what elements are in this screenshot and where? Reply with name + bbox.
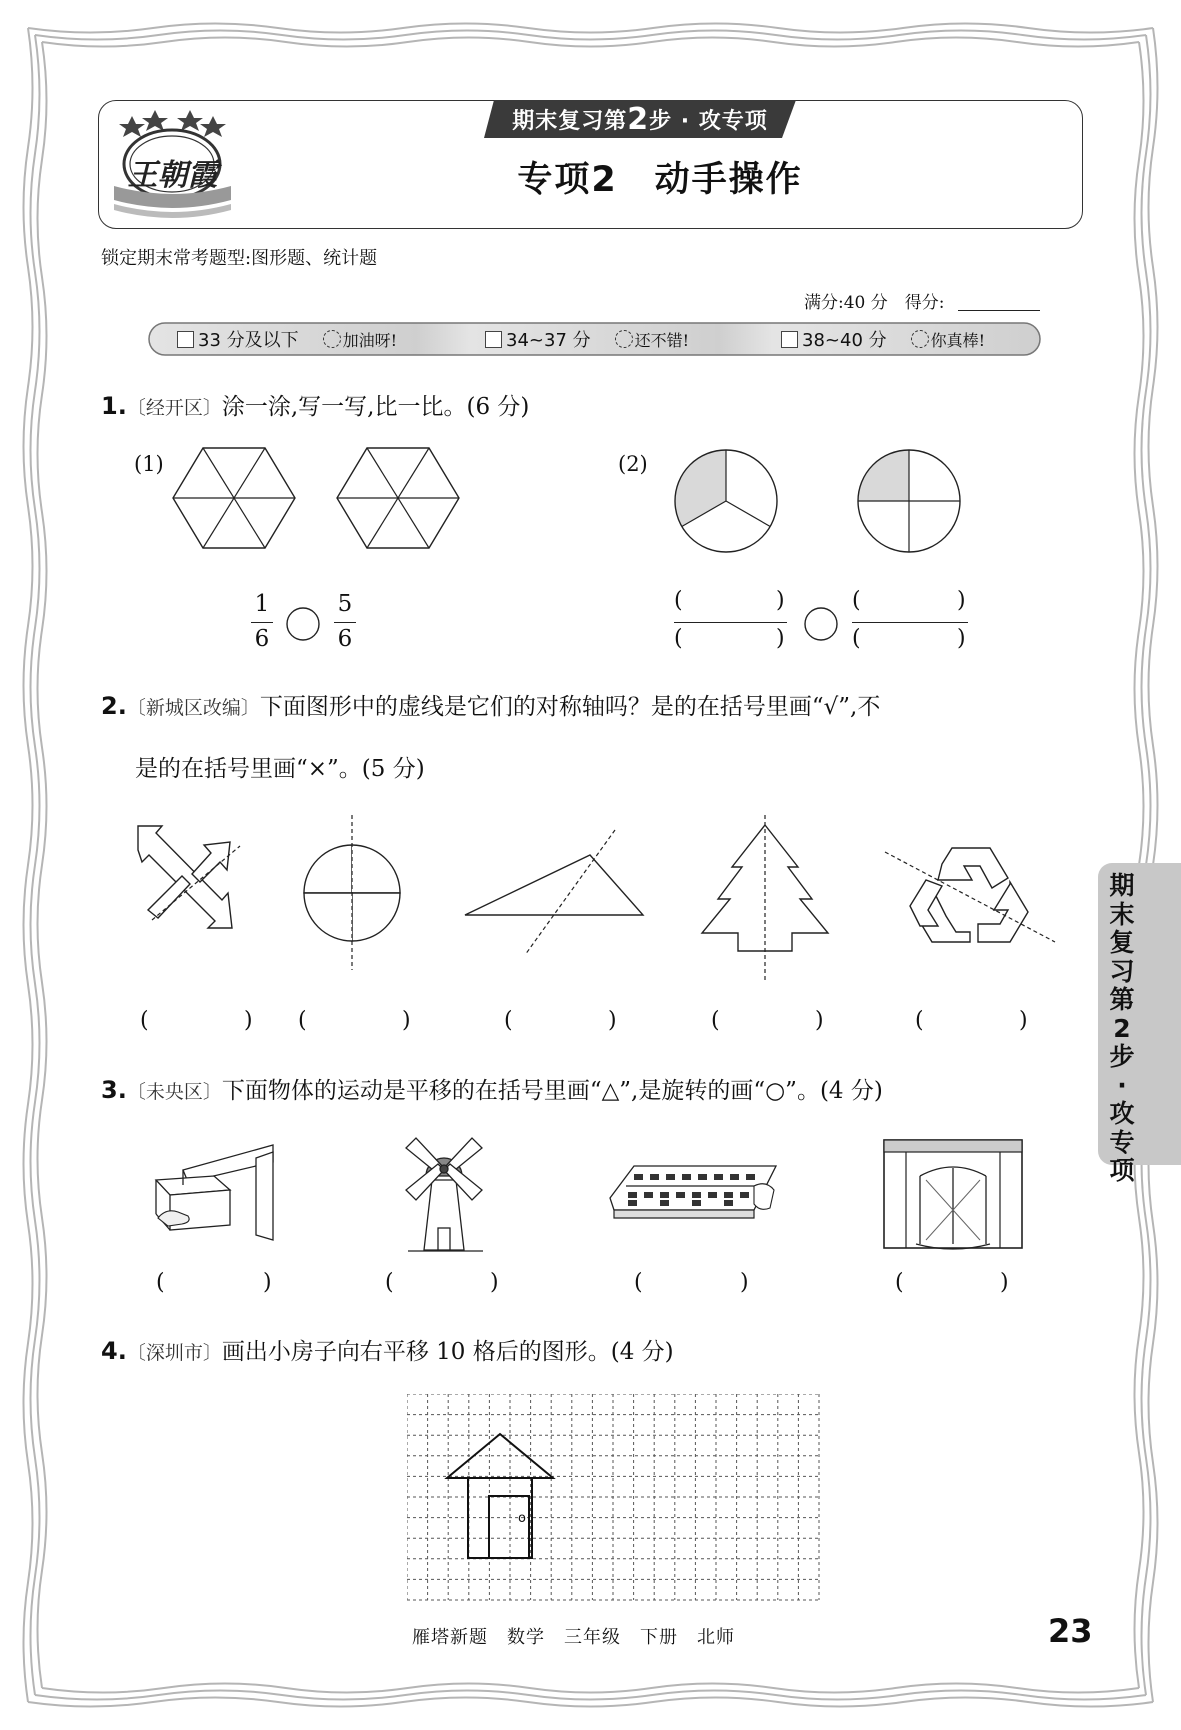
checkbox-icon [781, 331, 798, 348]
triangle-shape [460, 825, 650, 960]
revolving-door-picture [880, 1136, 1026, 1251]
step-banner-label: 期末复习第 2 步 · 攻专项 [512, 101, 768, 137]
page-title: 专项2 动手操作 [517, 160, 803, 200]
question-2: 2.〔新城区改编〕下面图形中的虚线是它们的对称轴吗？是的在括号里画“√”,不 [101, 692, 881, 720]
square-grid[interactable] [407, 1394, 821, 1602]
q3-answer-1-close[interactable]: ) [263, 1270, 272, 1295]
abacus-picture [604, 1160, 779, 1228]
checkbox-icon [485, 331, 502, 348]
hexagon-1 [170, 445, 298, 551]
q2-answer-4-open[interactable]: ( [711, 1008, 720, 1033]
drawer-picture [148, 1140, 278, 1245]
recycle-shape [880, 840, 1060, 950]
blank-den-2-close[interactable]: ) [957, 626, 966, 651]
q2-answer-5-open[interactable]: ( [915, 1008, 924, 1033]
blank-den-2-open[interactable]: ( [852, 626, 861, 651]
fraction-b-bar [334, 622, 356, 623]
hexagon-2 [334, 445, 462, 551]
subtitle: 锁定期末常考题型:图形题、统计题 [101, 248, 378, 269]
pinwheel-shape [290, 815, 420, 970]
q3-answer-3-close[interactable]: ) [740, 1270, 749, 1295]
q3-answer-2-close[interactable]: ) [490, 1270, 499, 1295]
circle-thirds [673, 448, 779, 554]
full-score: 满分:40 分 得分: [804, 293, 945, 313]
blank-den-1-open[interactable]: ( [674, 626, 683, 651]
compare-circle[interactable] [285, 606, 321, 642]
logo-text: 王朝霞 [127, 158, 218, 193]
checkbox-icon [177, 331, 194, 348]
score-level-3: 38~40 分 你真棒! [781, 322, 985, 356]
circle-quarters [856, 448, 962, 554]
q3-answer-3-open[interactable]: ( [634, 1270, 643, 1295]
q2-answer-1-open[interactable]: ( [140, 1008, 149, 1033]
blank-den-1-close[interactable]: ) [776, 626, 785, 651]
q1-part1-label: (1) [134, 452, 164, 476]
face-icon [323, 330, 341, 348]
fraction-a-denominator: 6 [254, 626, 270, 652]
blank-fraction-1-bar [674, 622, 787, 623]
q3-answer-2-open[interactable]: ( [385, 1270, 394, 1295]
blank-num-2-open[interactable]: ( [852, 588, 861, 613]
q2-answer-3-open[interactable]: ( [504, 1008, 513, 1033]
fraction-a-bar [251, 622, 273, 623]
question-4: 4.〔深圳市〕画出小房子向右平移 10 格后的图形。(4 分) [101, 1337, 674, 1365]
fraction-b-numerator: 5 [337, 591, 353, 617]
blank-num-2-close[interactable]: ) [957, 588, 966, 613]
q3-answer-4-open[interactable]: ( [895, 1270, 904, 1295]
blank-fraction-2-bar [852, 622, 968, 623]
question-1: 1.〔经开区〕涂一涂,写一写,比一比。(6 分) [101, 392, 530, 420]
fraction-b-denominator: 6 [337, 626, 353, 652]
windmill-picture [398, 1130, 493, 1255]
tree-arrow-shape [700, 815, 830, 980]
question-3: 3.〔未央区〕下面物体的运动是平移的在括号里画“△”,是旋转的画“○”。(4 分) [101, 1076, 883, 1104]
footer: 雁塔新题 数学 三年级 下册 北师 [412, 1627, 735, 1648]
compare-circle[interactable] [803, 606, 839, 642]
blank-num-1-close[interactable]: ) [776, 588, 785, 613]
q3-answer-4-close[interactable]: ) [1000, 1270, 1009, 1295]
page-number: 23 [1048, 1612, 1093, 1650]
fraction-a-numerator: 1 [254, 591, 270, 617]
score-level-2: 34~37 分 还不错! [485, 322, 689, 356]
q2-answer-2-close[interactable]: ) [402, 1008, 411, 1033]
question-2-line2: 是的在括号里画“×”。(5 分) [135, 756, 425, 782]
blank-num-1-open[interactable]: ( [674, 588, 683, 613]
double-arrow-shape [130, 820, 245, 950]
score-level-1: 33 分及以下 加油呀! [177, 322, 397, 356]
face-icon [911, 330, 929, 348]
q2-answer-1-close[interactable]: ) [244, 1008, 253, 1033]
q1-part2-label: (2) [618, 452, 648, 476]
face-icon [615, 330, 633, 348]
q2-answer-2-open[interactable]: ( [298, 1008, 307, 1033]
q2-answer-5-close[interactable]: ) [1019, 1008, 1028, 1033]
q2-answer-3-close[interactable]: ) [608, 1008, 617, 1033]
q3-answer-1-open[interactable]: ( [156, 1270, 165, 1295]
score-line [958, 310, 1040, 311]
door-knob: o [518, 1511, 526, 1526]
side-tab-label: 期 末 复 习 第 2 步 · 攻 专 项 [1109, 871, 1135, 1185]
q2-answer-4-close[interactable]: ) [815, 1008, 824, 1033]
